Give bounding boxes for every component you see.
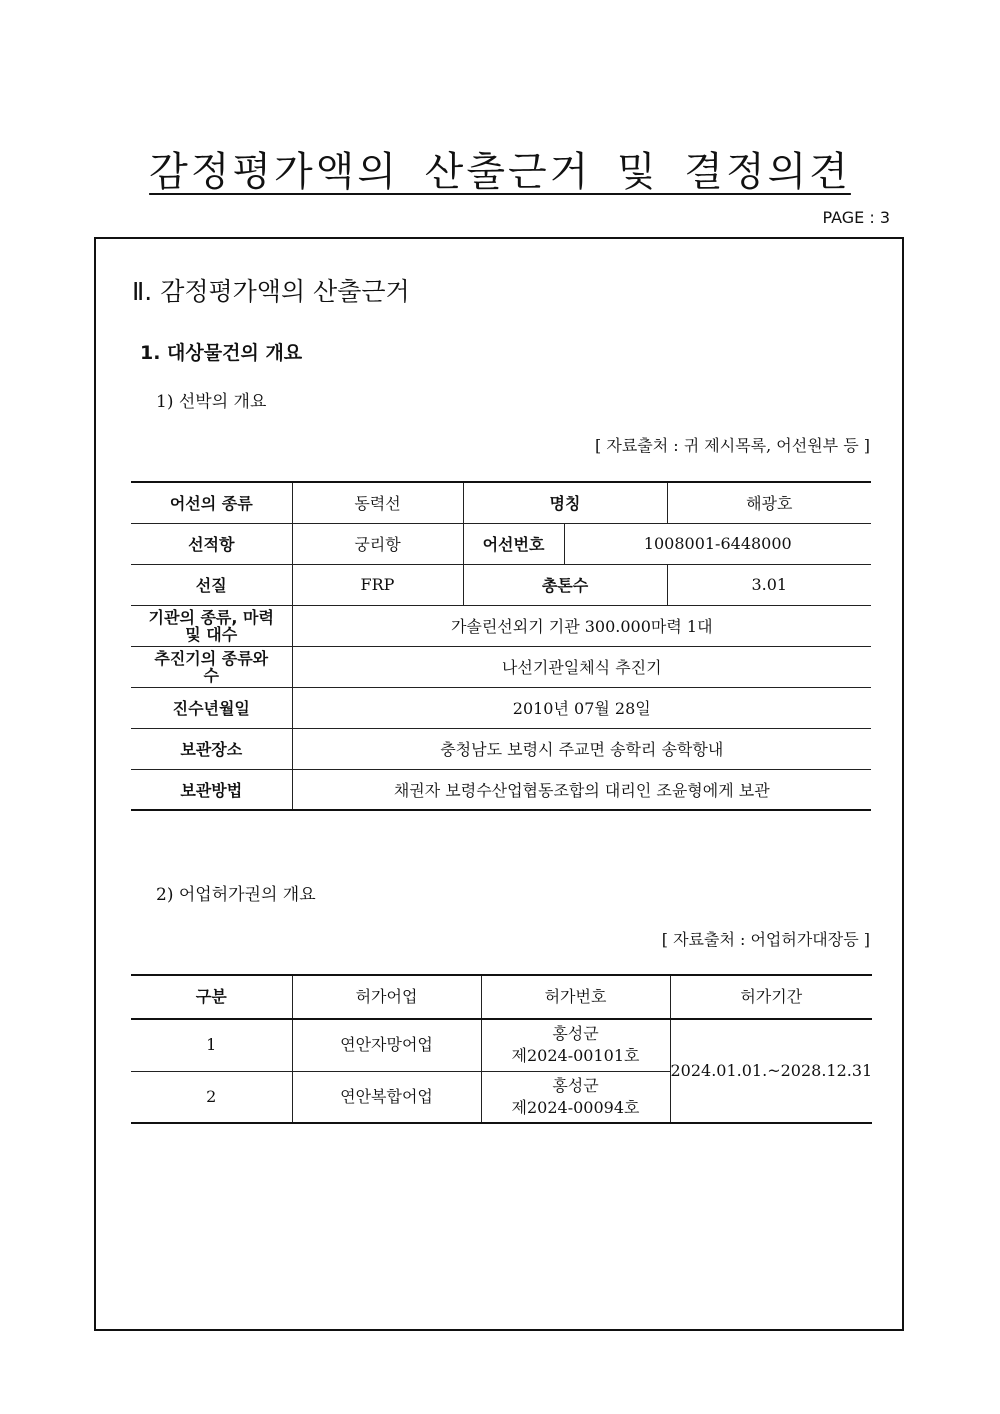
engine-label-line2: 및 대수 (185, 624, 238, 644)
permit-period-value: 2024.01.01.~2028.12.31 (670, 1019, 872, 1123)
engine-label-line1: 기관의 종류, 마력 (148, 607, 274, 627)
tonnage-value: 3.01 (667, 564, 871, 605)
vessel-number-value: 1008001-6448000 (564, 523, 871, 564)
table-row (131, 687, 871, 728)
vessel-name-label: 명칭 (463, 482, 667, 523)
license-overview-title: 2) 어업허가권의 개요 (156, 885, 316, 905)
permit-code: 제2024-00094호 (511, 1097, 640, 1117)
vessel-table (131, 481, 871, 811)
license-source-note: [ 자료출처 : 어업허가대장등 ] (661, 930, 870, 949)
launch-date-label: 진수년월일 (131, 687, 292, 728)
table-row (131, 728, 871, 769)
page-number: PAGE : 3 (822, 208, 890, 227)
row-number: 2 (131, 1071, 292, 1123)
header-category: 구분 (131, 975, 292, 1019)
row-fishery: 연안자망어업 (292, 1019, 481, 1071)
storage-place-label: 보관장소 (131, 728, 292, 769)
hull-label: 선질 (131, 564, 292, 605)
storage-place-value: 충청남도 보령시 주교면 송학리 송학항내 (292, 728, 871, 769)
port-value: 궁리항 (292, 523, 463, 564)
header-permit-period: 허가기간 (670, 975, 872, 1019)
table-row (131, 605, 871, 646)
table-header-row (131, 975, 872, 1019)
port-label: 선적항 (131, 523, 292, 564)
license-table (131, 974, 872, 1124)
table-row (131, 564, 871, 605)
table-row (131, 1019, 872, 1071)
table-row (131, 646, 871, 687)
propulsion-label-line2: 수 (203, 665, 219, 685)
vessel-number-label: 어선번호 (463, 523, 564, 564)
engine-label (131, 605, 292, 646)
permit-issuer: 홍성군 (552, 1075, 599, 1095)
hull-value: FRP (292, 564, 463, 605)
table-row (131, 769, 871, 810)
vessel-type-label: 어선의 종류 (131, 482, 292, 523)
document-title (0, 140, 1000, 197)
vessel-overview-title: 1) 선박의 개요 (156, 392, 267, 412)
permit-code: 제2024-00101호 (511, 1046, 640, 1066)
vessel-name-value: 해광호 (667, 482, 871, 523)
row-permit-number (481, 1071, 670, 1123)
sub-heading: 1. 대상물건의 개요 (140, 342, 303, 364)
vessel-type-value: 동력선 (292, 482, 463, 523)
launch-date-value: 2010년 07월 28일 (292, 687, 871, 728)
permit-issuer: 홍성군 (552, 1024, 599, 1044)
vessel-source-note: [ 자료출처 : 귀 제시목록, 어선원부 등 ] (595, 436, 870, 455)
engine-value: 가솔린선외기 기관 300.000마력 1대 (292, 605, 871, 646)
section-heading: Ⅱ. 감정평가액의 산출근거 (132, 277, 410, 306)
header-permit-number: 허가번호 (481, 975, 670, 1019)
propulsion-value: 나선기관일체식 추진기 (292, 646, 871, 687)
storage-method-value: 채권자 보령수산업협동조합의 대리인 조윤형에게 보관 (292, 769, 871, 810)
document-title-text: 감정평가액의 산출근거 및 결정의견 (149, 149, 851, 195)
propulsion-label (131, 646, 292, 687)
tonnage-label: 총톤수 (463, 564, 667, 605)
row-fishery: 연안복합어업 (292, 1071, 481, 1123)
header-fishery: 허가어업 (292, 975, 481, 1019)
propulsion-label-line1: 추진기의 종류와 (154, 648, 269, 668)
storage-method-label: 보관방법 (131, 769, 292, 810)
table-row (131, 523, 871, 564)
row-permit-number (481, 1019, 670, 1071)
row-number: 1 (131, 1019, 292, 1071)
table-row (131, 482, 871, 523)
